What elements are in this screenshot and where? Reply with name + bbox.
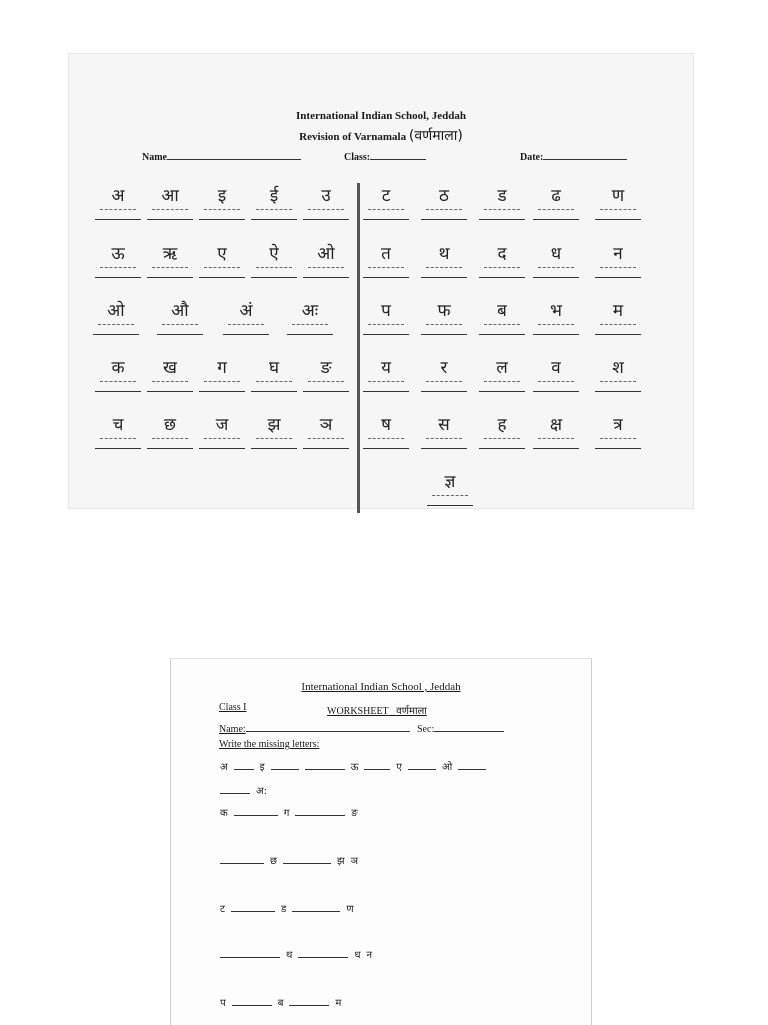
letter-cell <box>284 300 336 356</box>
letter-glyph: ष <box>381 415 391 435</box>
ws2-class: Class I <box>219 702 247 713</box>
letter-glyph: म <box>612 301 624 321</box>
writing-line <box>199 219 245 220</box>
writing-line <box>421 391 467 392</box>
writing-line <box>533 448 579 449</box>
writing-line <box>595 391 641 392</box>
letter-glyph: ओ <box>107 301 125 321</box>
writing-line <box>427 505 473 506</box>
letter-glyph: ह <box>497 415 507 435</box>
dotted-trace-line <box>484 209 520 210</box>
ws2-school-title: International Indian School , Jeddah <box>301 681 461 693</box>
letter-cell <box>530 300 582 356</box>
given-letter: ञ <box>350 856 358 867</box>
dotted-trace-line <box>100 438 136 439</box>
letter-glyph: अ <box>111 186 125 206</box>
letter-cell <box>530 357 582 413</box>
given-letter: ओ <box>441 762 453 773</box>
dotted-trace-line <box>432 495 468 496</box>
letter-glyph: ऋ <box>162 244 178 264</box>
given-letter: ट <box>220 904 226 915</box>
ws2-name-label: Name: <box>219 724 246 735</box>
dotted-trace-line <box>426 324 462 325</box>
writing-line <box>95 391 141 392</box>
letter-glyph: न <box>613 244 623 264</box>
dotted-trace-line <box>426 209 462 210</box>
letter-cell <box>592 300 644 356</box>
letter-cell <box>418 185 470 241</box>
dotted-trace-line <box>204 209 240 210</box>
letter-glyph: ब <box>497 301 507 321</box>
dotted-trace-line <box>484 324 520 325</box>
dotted-trace-line <box>426 267 462 268</box>
letter-glyph: ङ <box>320 358 332 378</box>
ws1-subtitle <box>68 126 694 145</box>
dotted-trace-line <box>538 324 574 325</box>
exercise-row <box>217 853 361 869</box>
letter-cell <box>300 357 352 413</box>
writing-line <box>147 391 193 392</box>
letter-glyph: ट <box>381 186 391 206</box>
dotted-trace-line <box>368 324 404 325</box>
letter-cell <box>144 414 196 470</box>
writing-line <box>303 277 349 278</box>
dotted-trace-line <box>538 381 574 382</box>
given-letter: म <box>335 998 342 1009</box>
dotted-trace-line <box>308 438 344 439</box>
letter-cell <box>92 243 144 299</box>
writing-line <box>421 277 467 278</box>
given-letter: न <box>366 950 373 961</box>
ws2-worksheet-heading <box>327 703 427 717</box>
given-letter: ए <box>396 762 402 773</box>
answer-blank <box>220 947 280 958</box>
writing-line <box>421 448 467 449</box>
writing-line <box>595 448 641 449</box>
dotted-trace-line <box>100 267 136 268</box>
letter-glyph: थ <box>438 244 450 264</box>
ws1-date-field <box>520 150 627 163</box>
letter-cell <box>530 185 582 241</box>
letter-cell <box>418 300 470 356</box>
given-letter: ड <box>281 904 287 915</box>
answer-blank <box>271 759 299 770</box>
dotted-trace-line <box>204 438 240 439</box>
dotted-trace-line <box>426 438 462 439</box>
writing-line <box>251 448 297 449</box>
dotted-trace-line <box>600 324 636 325</box>
letter-cell <box>476 185 528 241</box>
answer-blank <box>232 995 272 1006</box>
ws1-class-field <box>344 150 426 163</box>
writing-line <box>363 448 409 449</box>
writing-line <box>251 391 297 392</box>
letter-glyph: र <box>440 358 448 378</box>
writing-line <box>363 219 409 220</box>
letter-cell <box>300 414 352 470</box>
writing-line <box>147 448 193 449</box>
letter-glyph: श <box>612 358 624 378</box>
dotted-trace-line <box>484 381 520 382</box>
writing-line <box>363 277 409 278</box>
letter-cell <box>360 357 412 413</box>
letter-glyph: भ <box>550 301 562 321</box>
letter-cell <box>248 185 300 241</box>
ws1-subtitle-hindi: (वर्णमाला) <box>408 128 463 144</box>
ws2-sec-label: Sec: <box>417 724 435 735</box>
writing-line <box>95 277 141 278</box>
exercise-row <box>217 759 489 775</box>
letter-cell <box>92 414 144 470</box>
dotted-trace-line <box>368 209 404 210</box>
letter-glyph: ल <box>496 358 508 378</box>
ws2-worksheet-hindi: वर्णमाला <box>396 706 427 717</box>
answer-blank <box>408 759 436 770</box>
ws1-school-title: International Indian School, Jeddah <box>296 110 466 122</box>
letter-cell <box>92 357 144 413</box>
letter-glyph: ग <box>217 358 227 378</box>
ws1-class-label: Class: <box>344 152 371 163</box>
writing-line <box>287 334 333 335</box>
answer-blank <box>364 759 390 770</box>
letter-cell <box>592 243 644 299</box>
writing-line <box>95 219 141 220</box>
letter-cell <box>300 243 352 299</box>
letter-glyph: छ <box>164 415 176 435</box>
letter-cell <box>92 185 144 241</box>
writing-line <box>251 219 297 220</box>
letter-cell <box>530 243 582 299</box>
writing-line <box>199 277 245 278</box>
letter-cell <box>592 357 644 413</box>
given-letter: क <box>220 808 228 819</box>
letter-glyph: ठ <box>439 186 449 206</box>
given-letter: अ <box>220 762 228 773</box>
letter-glyph: त्र <box>613 415 623 435</box>
letter-glyph: ड <box>497 186 507 206</box>
letter-glyph: आ <box>161 186 179 206</box>
letter-cell <box>196 185 248 241</box>
dotted-trace-line <box>308 381 344 382</box>
answer-blank <box>289 995 329 1006</box>
ws2-name-field <box>219 722 410 735</box>
letter-glyph: ज <box>215 415 229 435</box>
ws1-name-field <box>142 150 301 163</box>
dotted-trace-line <box>204 381 240 382</box>
writing-line <box>479 219 525 220</box>
writing-line <box>303 448 349 449</box>
letter-glyph: क <box>111 358 125 378</box>
letter-glyph: ऐ <box>269 244 279 264</box>
dotted-trace-line <box>600 438 636 439</box>
dotted-trace-line <box>152 209 188 210</box>
exercise-row <box>217 805 361 821</box>
letter-glyph: व <box>551 358 561 378</box>
dotted-trace-line <box>98 324 134 325</box>
writing-line <box>533 277 579 278</box>
writing-line <box>147 219 193 220</box>
letter-glyph: ए <box>217 244 227 264</box>
letter-cell <box>196 414 248 470</box>
letter-cell <box>248 414 300 470</box>
answer-blank <box>234 805 278 816</box>
letter-glyph: झ <box>267 415 281 435</box>
dotted-trace-line <box>538 209 574 210</box>
writing-line <box>533 391 579 392</box>
letter-cell <box>530 414 582 470</box>
ws2-sec-field <box>417 722 504 735</box>
letter-cell <box>154 300 206 356</box>
letter-glyph: अः <box>301 301 319 321</box>
dotted-trace-line <box>204 267 240 268</box>
letter-cell <box>592 414 644 470</box>
exercise-row <box>217 783 270 799</box>
dotted-trace-line <box>152 438 188 439</box>
letter-cell <box>90 300 142 356</box>
letter-glyph: ई <box>269 186 279 206</box>
letter-glyph: च <box>112 415 124 435</box>
given-letter: प <box>220 998 226 1009</box>
answer-blank <box>234 759 254 770</box>
writing-line <box>303 391 349 392</box>
answer-blank <box>231 901 275 912</box>
answer-blank <box>283 853 331 864</box>
writing-line <box>95 448 141 449</box>
writing-line <box>595 219 641 220</box>
answer-blank <box>305 759 345 770</box>
letter-glyph: द <box>497 244 507 264</box>
answer-blank <box>295 805 345 816</box>
letter-cell <box>196 357 248 413</box>
letter-cell <box>360 300 412 356</box>
writing-line <box>421 219 467 220</box>
writing-line <box>199 448 245 449</box>
letter-glyph: ख <box>163 358 177 378</box>
letter-cell <box>144 185 196 241</box>
answer-blank <box>220 783 250 794</box>
dotted-trace-line <box>256 438 292 439</box>
writing-line <box>595 334 641 335</box>
dotted-trace-line <box>308 209 344 210</box>
letter-glyph: ज्ञ <box>444 472 456 492</box>
given-letter: ध <box>354 950 361 961</box>
dotted-trace-line <box>162 324 198 325</box>
dotted-trace-line <box>292 324 328 325</box>
letter-cell <box>220 300 272 356</box>
answer-blank <box>292 901 340 912</box>
dotted-trace-line <box>100 209 136 210</box>
dotted-trace-line <box>228 324 264 325</box>
letter-glyph: ओ <box>317 244 335 264</box>
letter-glyph: स <box>438 415 450 435</box>
letter-cell <box>418 414 470 470</box>
given-letter: इ <box>259 762 265 773</box>
letter-cell <box>418 243 470 299</box>
letter-glyph: औ <box>171 301 189 321</box>
exercise-row <box>217 995 344 1011</box>
dotted-trace-line <box>368 267 404 268</box>
letter-glyph: घ <box>268 358 280 378</box>
letter-cell <box>300 185 352 241</box>
letter-glyph: ण <box>611 186 625 206</box>
dotted-trace-line <box>484 267 520 268</box>
writing-line <box>199 391 245 392</box>
writing-line <box>303 219 349 220</box>
given-letter: ङ <box>351 808 358 819</box>
ws1-date-label: Date: <box>520 152 544 163</box>
dotted-trace-line <box>600 381 636 382</box>
writing-line <box>479 277 525 278</box>
writing-line <box>479 334 525 335</box>
dotted-trace-line <box>256 209 292 210</box>
dotted-trace-line <box>256 267 292 268</box>
letter-glyph: इ <box>217 186 227 206</box>
writing-line <box>479 391 525 392</box>
letter-cell <box>360 414 412 470</box>
letter-glyph: क्ष <box>549 415 563 435</box>
letter-cell <box>360 243 412 299</box>
writing-line <box>363 391 409 392</box>
letter-cell <box>476 300 528 356</box>
letter-glyph: य <box>381 358 391 378</box>
writing-line <box>93 334 139 335</box>
dotted-trace-line <box>600 209 636 210</box>
dotted-trace-line <box>368 381 404 382</box>
letter-cell <box>248 357 300 413</box>
writing-line <box>251 277 297 278</box>
dotted-trace-line <box>484 438 520 439</box>
answer-blank <box>458 759 486 770</box>
letter-cell <box>476 357 528 413</box>
letter-glyph: अं <box>239 301 253 321</box>
writing-line <box>223 334 269 335</box>
writing-line <box>157 334 203 335</box>
ws1-subtitle-text: Revision of Varnamala <box>299 131 407 143</box>
letter-glyph: त <box>381 244 391 264</box>
letter-glyph: उ <box>321 186 331 206</box>
writing-line <box>421 334 467 335</box>
letter-cell <box>418 357 470 413</box>
letter-cell <box>424 471 476 527</box>
letter-cell <box>144 243 196 299</box>
given-letter: ब <box>277 998 284 1009</box>
given-letter: ग <box>283 808 290 819</box>
dotted-trace-line <box>100 381 136 382</box>
letter-glyph: ञ <box>319 415 333 435</box>
exercise-row <box>217 901 357 917</box>
letter-cell <box>144 357 196 413</box>
given-letter: ण <box>346 904 354 915</box>
dotted-trace-line <box>426 381 462 382</box>
given-letter: झ <box>337 856 345 867</box>
letter-cell <box>248 243 300 299</box>
letter-cell <box>592 185 644 241</box>
given-letter: थ <box>286 950 293 961</box>
letter-glyph: ध <box>550 244 562 264</box>
letter-glyph: ऊ <box>111 244 125 264</box>
dotted-trace-line <box>256 381 292 382</box>
answer-blank <box>220 853 264 864</box>
dotted-trace-line <box>308 267 344 268</box>
ws2-worksheet-label: WORKSHEET <box>327 706 389 717</box>
given-letter: अ: <box>256 786 268 797</box>
dotted-trace-line <box>538 267 574 268</box>
given-letter: ऊ <box>350 762 359 773</box>
letter-cell <box>360 185 412 241</box>
ws2-instruction: Write the missing letters: <box>219 739 320 750</box>
dotted-trace-line <box>600 267 636 268</box>
letter-glyph: प <box>381 301 391 321</box>
ws1-name-label: Name <box>142 152 167 163</box>
letter-cell <box>476 414 528 470</box>
worksheet-1-scan <box>68 53 694 509</box>
answer-blank <box>298 947 348 958</box>
letter-cell <box>476 243 528 299</box>
given-letter: छ <box>270 856 278 867</box>
exercise-row <box>217 947 375 963</box>
dotted-trace-line <box>538 438 574 439</box>
dotted-trace-line <box>152 381 188 382</box>
letter-glyph: फ <box>437 301 451 321</box>
writing-line <box>479 448 525 449</box>
writing-line <box>147 277 193 278</box>
writing-line <box>363 334 409 335</box>
writing-line <box>595 277 641 278</box>
dotted-trace-line <box>152 267 188 268</box>
dotted-trace-line <box>368 438 404 439</box>
letter-glyph: ढ <box>551 186 561 206</box>
letter-cell <box>196 243 248 299</box>
worksheet-2-scan <box>170 658 592 1025</box>
writing-line <box>533 219 579 220</box>
writing-line <box>533 334 579 335</box>
